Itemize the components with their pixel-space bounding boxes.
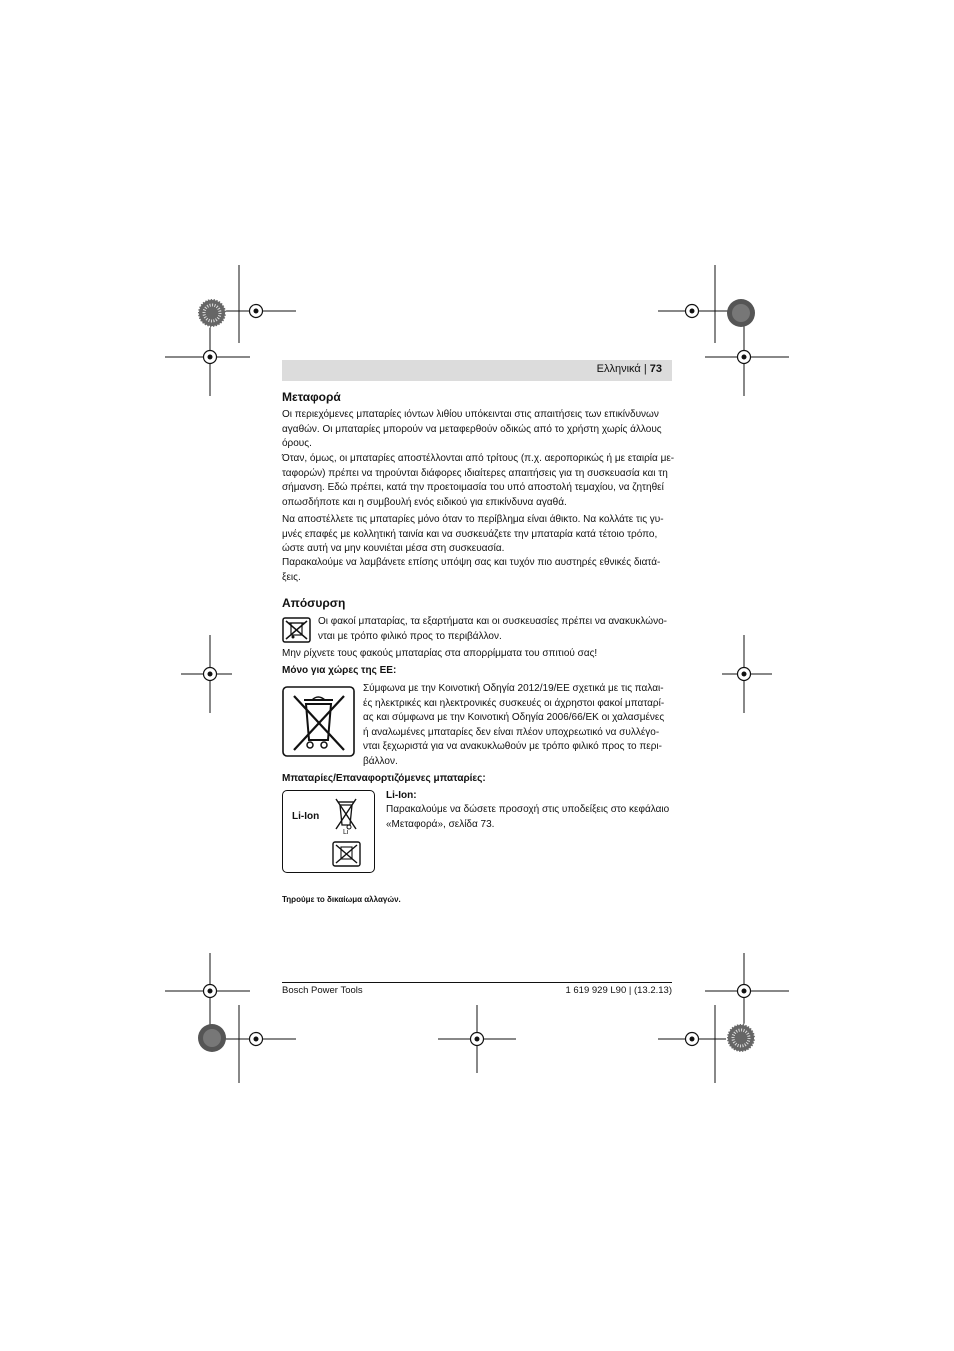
- liion-icon-sub: Li: [343, 829, 349, 836]
- text-line: Να αποστέλλετε τις μπαταρίες μόνο όταν το περίβλημα είναι άθικτο. Να κολλάτε τις γυ-: [282, 514, 664, 525]
- text-line: Οι φακοί μπαταρίας, τα εξαρτήματα και οι συσκευασίες πρέπει να ανακυκλώνο-: [318, 616, 667, 627]
- header-language: Ελληνικά: [596, 363, 641, 375]
- disposal-title: Απόσυρση: [282, 596, 346, 610]
- liion-symbol-box: [282, 790, 375, 873]
- page-number: 73: [649, 363, 662, 375]
- crossed-bin-icon: [332, 841, 361, 867]
- text-line: Οι περιεχόμενες μπαταρίες ιόντων λιθίου υπόκεινται στις απαιτήσεις των επικίνδυνων: [282, 409, 659, 420]
- text-line: «Μεταφορά», σελίδα 73.: [386, 818, 495, 830]
- footer-left: Bosch Power Tools: [282, 985, 363, 996]
- text-line: μνές επαφές με κολλητική ταινία και να συσκευάζετε την μπαταρία κατά τέτοιο τρόπο,: [282, 528, 658, 540]
- text-line: νται ξεχωριστά για να ανακυκλωθούν με τρόπο φιλικό προς το περι-: [363, 741, 662, 752]
- text-line: Σύμφωνα με την Κοινοτική Οδηγία 2012/19/ΕΕ σχετικά με τις παλαι-: [363, 683, 664, 694]
- text-line: αγαθών. Οι μπαταρίες μπορούν να μεταφερθούν οδικώς από το χρήστη χωρίς άλλους: [282, 423, 662, 435]
- footer-right: 1 619 929 L90 | (13.2.13): [565, 985, 672, 996]
- text-line: ταφορών) πρέπει να τηρούνται διάφορες ιδιαίτερες απαιτήσεις για τη συσκευασία και τη: [282, 467, 668, 479]
- reserve-rights: Τηρούμε το δικαίωμα αλλαγών.: [282, 895, 401, 904]
- text-line: σήμανση. Εδώ πρέπει, κατά την προετοιμασία του υπό αποστολή τεμαχίου, να ζητηθεί: [282, 482, 664, 493]
- transport-title: Μεταφορά: [282, 390, 341, 404]
- liion-heading: Li-Ion:: [386, 790, 417, 801]
- liion-icon-label: Li-Ion: [292, 811, 320, 822]
- text-line: όρους.: [282, 438, 312, 449]
- crossed-bin-icon: [282, 686, 355, 757]
- disposal-intro: [318, 615, 678, 644]
- eu-directive-text: [363, 682, 678, 769]
- text-line: βάλλον.: [363, 755, 398, 767]
- header-separator: |: [643, 363, 647, 375]
- transport-paragraph-2: [282, 452, 677, 510]
- header-text: [597, 363, 662, 375]
- text-line: ές ηλεκτρικές και ηλεκτρονικές συσκευές οι άχρηστοι φακοί μπαταρί-: [363, 697, 665, 709]
- text-line: ξεις.: [282, 571, 301, 583]
- text-line: Παρακαλούμε να λαμβάνετε επίσης υπόψη σας και τυχόν πιο αυστηρές εθνικές διατά-: [282, 557, 661, 568]
- eu-heading: Μόνο για χώρες της ΕΕ:: [282, 665, 397, 676]
- footer-rule: [282, 982, 672, 983]
- text-line: νται με τρόπο φιλικό προς το περιβάλλον.: [318, 630, 502, 642]
- batteries-heading: Μπαταρίες/Επαναφορτιζόμενες μπαταρίες:: [282, 773, 486, 784]
- text-line: Όταν, όμως, οι μπαταρίες αποστέλλονται από τρίτους (π.χ. αεροπορικώς ή με εταιρία με-: [282, 453, 675, 464]
- household-note: Μην ρίχνετε τους φακούς μπαταρίας στα απορρίμματα του σπιτιού σας!: [282, 648, 598, 659]
- text-line: ή αναλωμένες μπαταρίες δεν είναι πλέον υποχρεωτικό να συλλέγο-: [363, 726, 660, 738]
- liion-text: [386, 803, 678, 832]
- text-line: οπωσδήποτε και η συμβουλή ενός ειδικού για επικίνδυνα αγαθά.: [282, 496, 567, 508]
- header-bar: [282, 360, 672, 381]
- text-line: ας και σύμφωνα με την Κοινοτική Οδηγία 2006/66/ΕΚ οι χαλασμένες: [363, 712, 665, 723]
- text-line: ώστε αυτή να μην κουνιέται μέσα στη συσκευασία.: [282, 543, 505, 554]
- transport-paragraph-1: [282, 408, 677, 452]
- transport-paragraph-3: [282, 513, 677, 557]
- text-line: Παρακαλούμε να δώσετε προσοχή στις υποδείξεις στο κεφάλαιο: [386, 804, 670, 815]
- crossed-bin-icon: [333, 795, 359, 833]
- crossed-bin-icon: [282, 617, 311, 643]
- transport-paragraph-4: [282, 556, 677, 585]
